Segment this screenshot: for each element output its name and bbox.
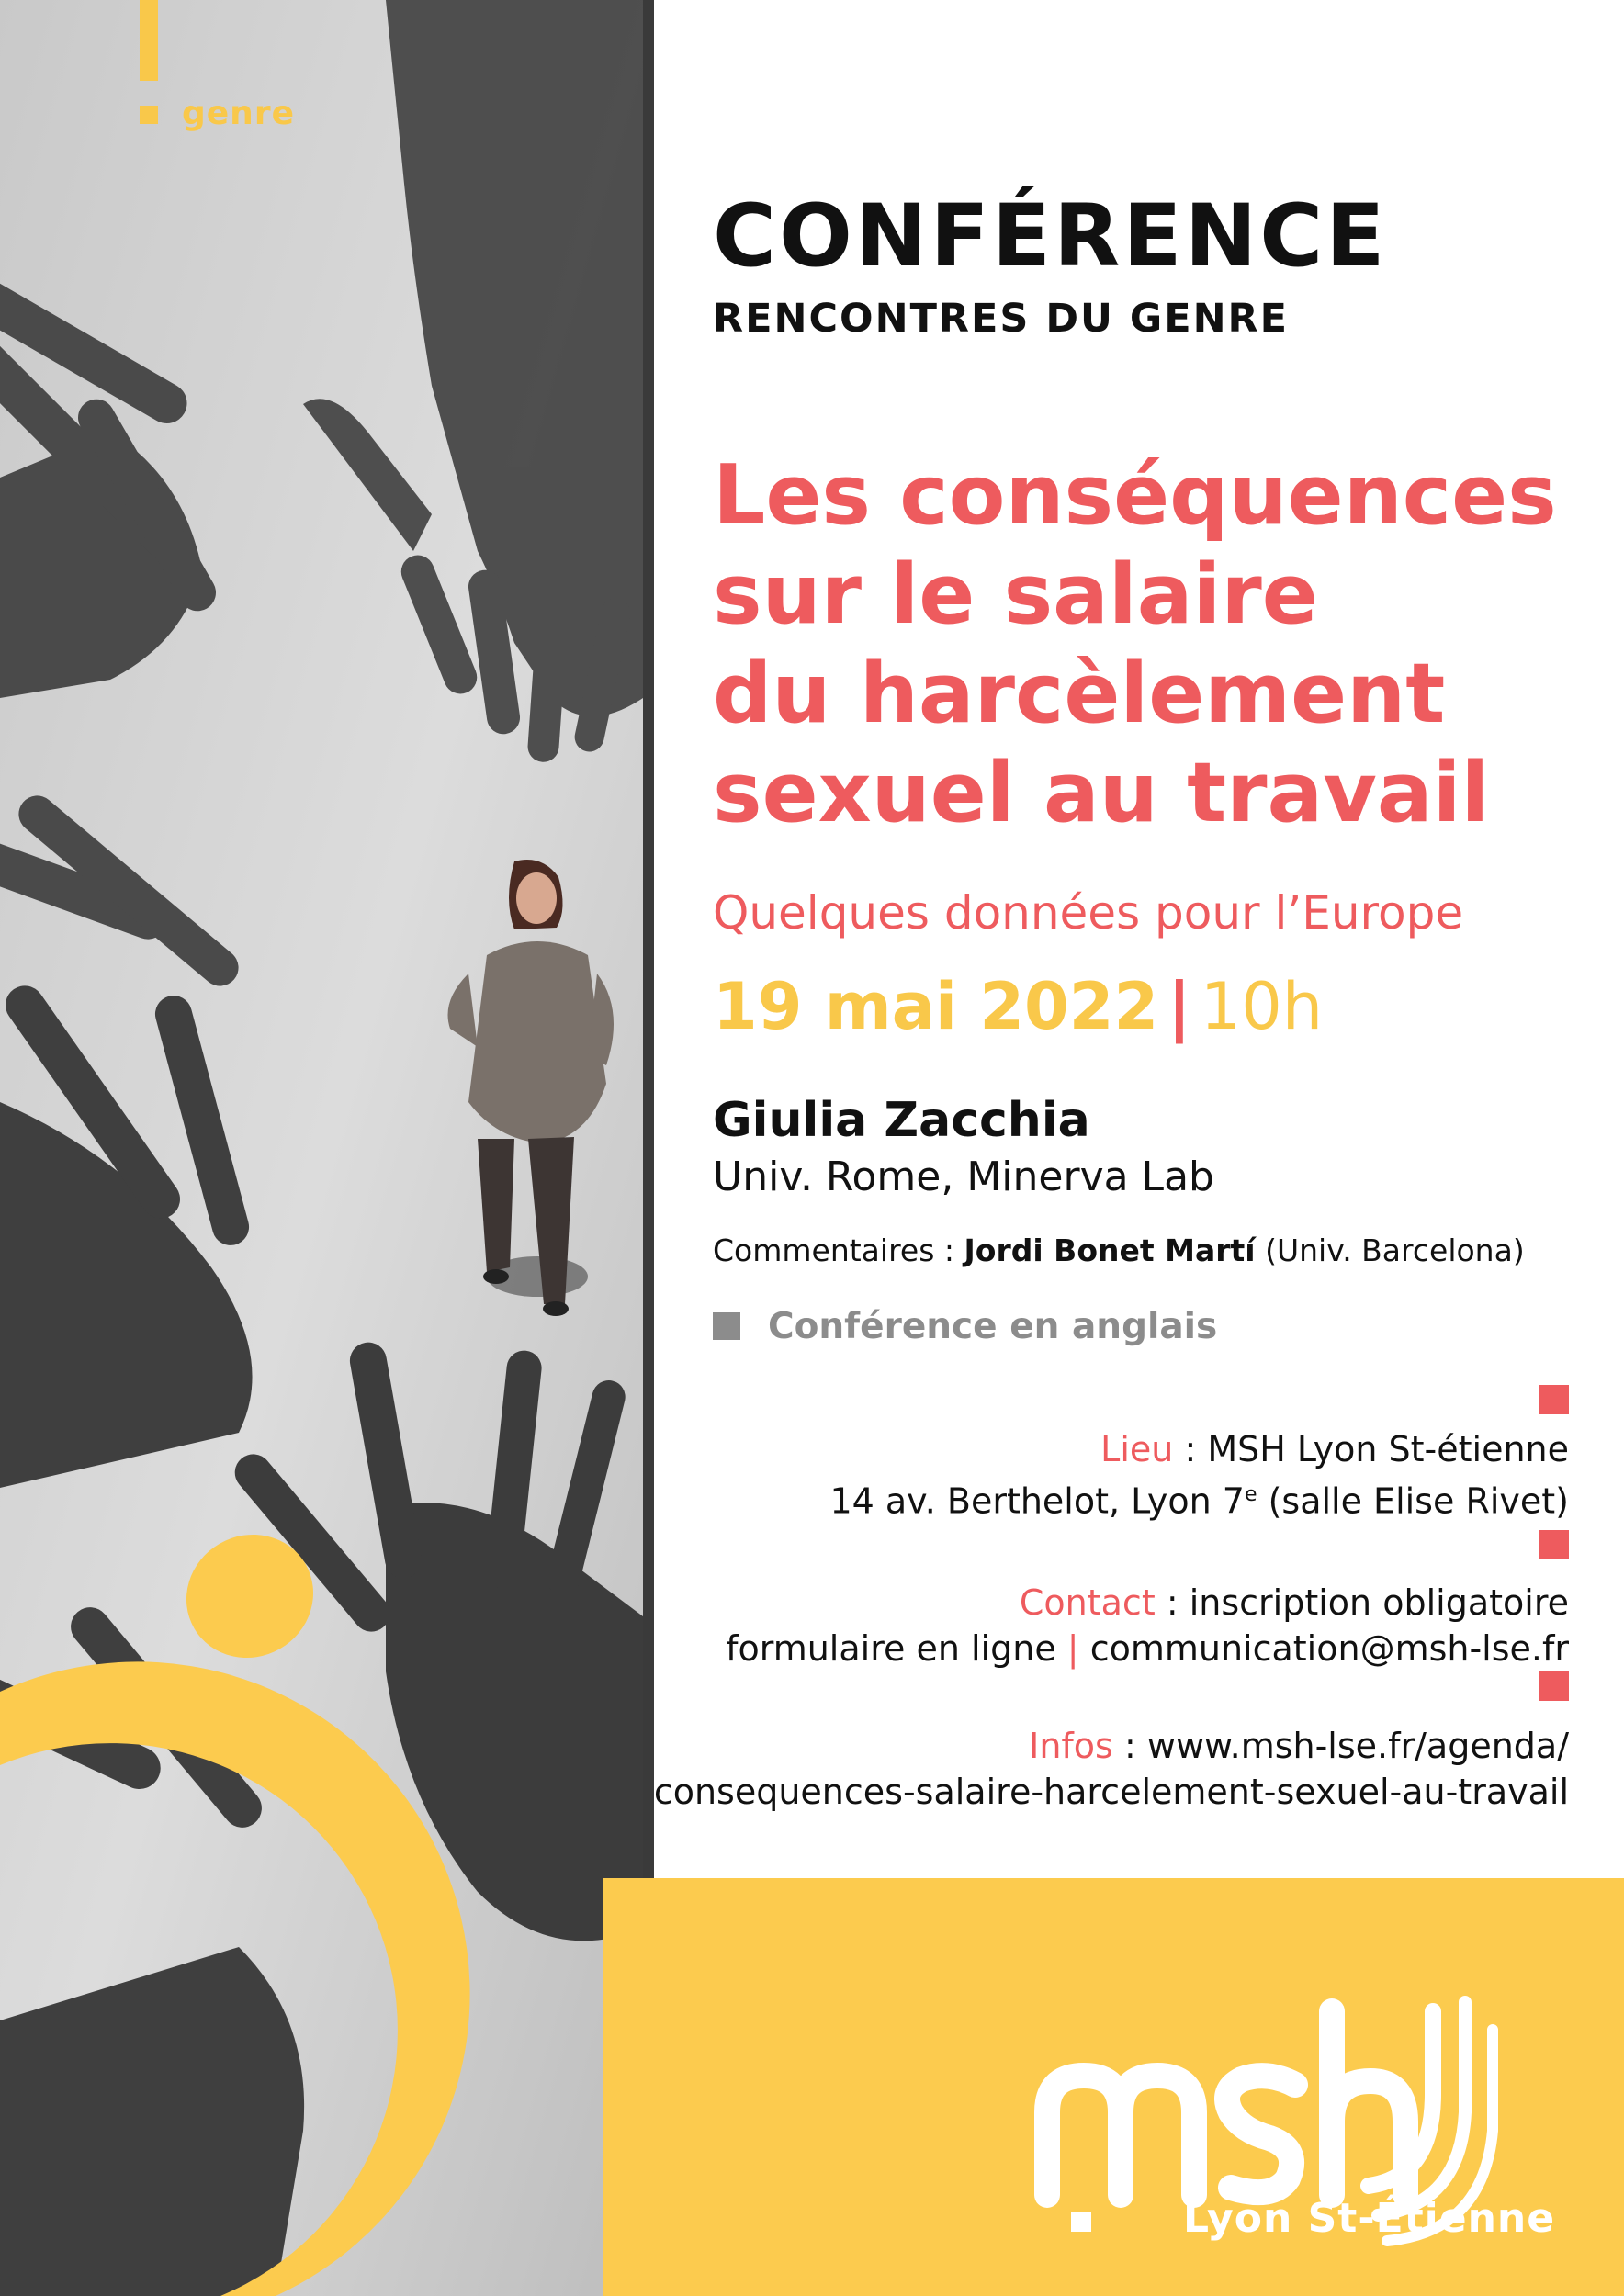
title-line: Les conséquences [713, 447, 1557, 544]
title-line: sur le salaire [713, 546, 1318, 643]
infos-info [654, 1723, 1569, 1815]
genre-tag: genre [182, 95, 295, 132]
venue-label: Lieu [1100, 1429, 1174, 1469]
red-square-icon [1539, 1530, 1569, 1559]
red-square-icon [1539, 1671, 1569, 1701]
logo-subtitle: Lyon St-Étienne [1183, 2195, 1556, 2242]
title-line: du harcèlement [713, 646, 1446, 742]
datetime-separator: | [1167, 969, 1191, 1044]
infos-url-path[interactable]: consequences-salaire-harcelement-sexuel-au-travail [653, 1772, 1569, 1812]
venue-info [829, 1426, 1569, 1525]
conference-subtitle: Quelques données pour l’Europe [713, 886, 1464, 940]
registration-form-link[interactable]: formulaire en ligne [726, 1628, 1056, 1669]
discussant-affiliation: (Univ. Barcelona) [1265, 1232, 1525, 1268]
contact-label: Contact [1019, 1582, 1156, 1623]
series-name: RENCONTRES DU GENRE [713, 296, 1290, 342]
colon: : [1166, 1582, 1179, 1623]
conference-heading: CONFÉRENCE [713, 186, 1388, 287]
venue-name: MSH Lyon St-étienne [1207, 1429, 1569, 1469]
comments-label: Commentaires : [713, 1232, 955, 1268]
language-note-text: Conférence en anglais [768, 1306, 1218, 1347]
colon: : [1123, 1726, 1136, 1766]
discussant-line [713, 1232, 1525, 1268]
colon: : [1184, 1429, 1197, 1469]
address-superscript: e [1244, 1483, 1257, 1506]
contact-separator: | [1066, 1628, 1079, 1669]
contact-email-link[interactable]: communication@msh-lse.fr [1089, 1628, 1569, 1669]
venue-room: (salle Elise Rivet) [1268, 1480, 1569, 1522]
event-date: 19 mai 2022 [713, 969, 1159, 1044]
conference-title [713, 446, 1595, 843]
event-datetime [713, 969, 1323, 1044]
grey-square-icon [713, 1312, 740, 1340]
discussant-name: Jordi Bonet Martí [964, 1232, 1256, 1268]
contact-info [726, 1580, 1569, 1671]
red-square-icon [1539, 1385, 1569, 1414]
infos-url[interactable]: www.msh-lse.fr/agenda/ [1146, 1726, 1569, 1766]
language-note [713, 1306, 1217, 1347]
title-line: sexuel au travail [713, 745, 1490, 841]
contact-value: inscription obligatoire [1189, 1582, 1569, 1623]
venue-address: 14 av. Berthelot, Lyon 7 [829, 1480, 1245, 1522]
event-time: 10h [1200, 969, 1324, 1044]
infos-label: Infos [1029, 1726, 1113, 1766]
speaker-name: Giulia Zacchia [713, 1093, 1090, 1148]
speaker-affiliation: Univ. Rome, Minerva Lab [713, 1154, 1214, 1200]
hands-shadow-illustration [0, 0, 654, 2296]
